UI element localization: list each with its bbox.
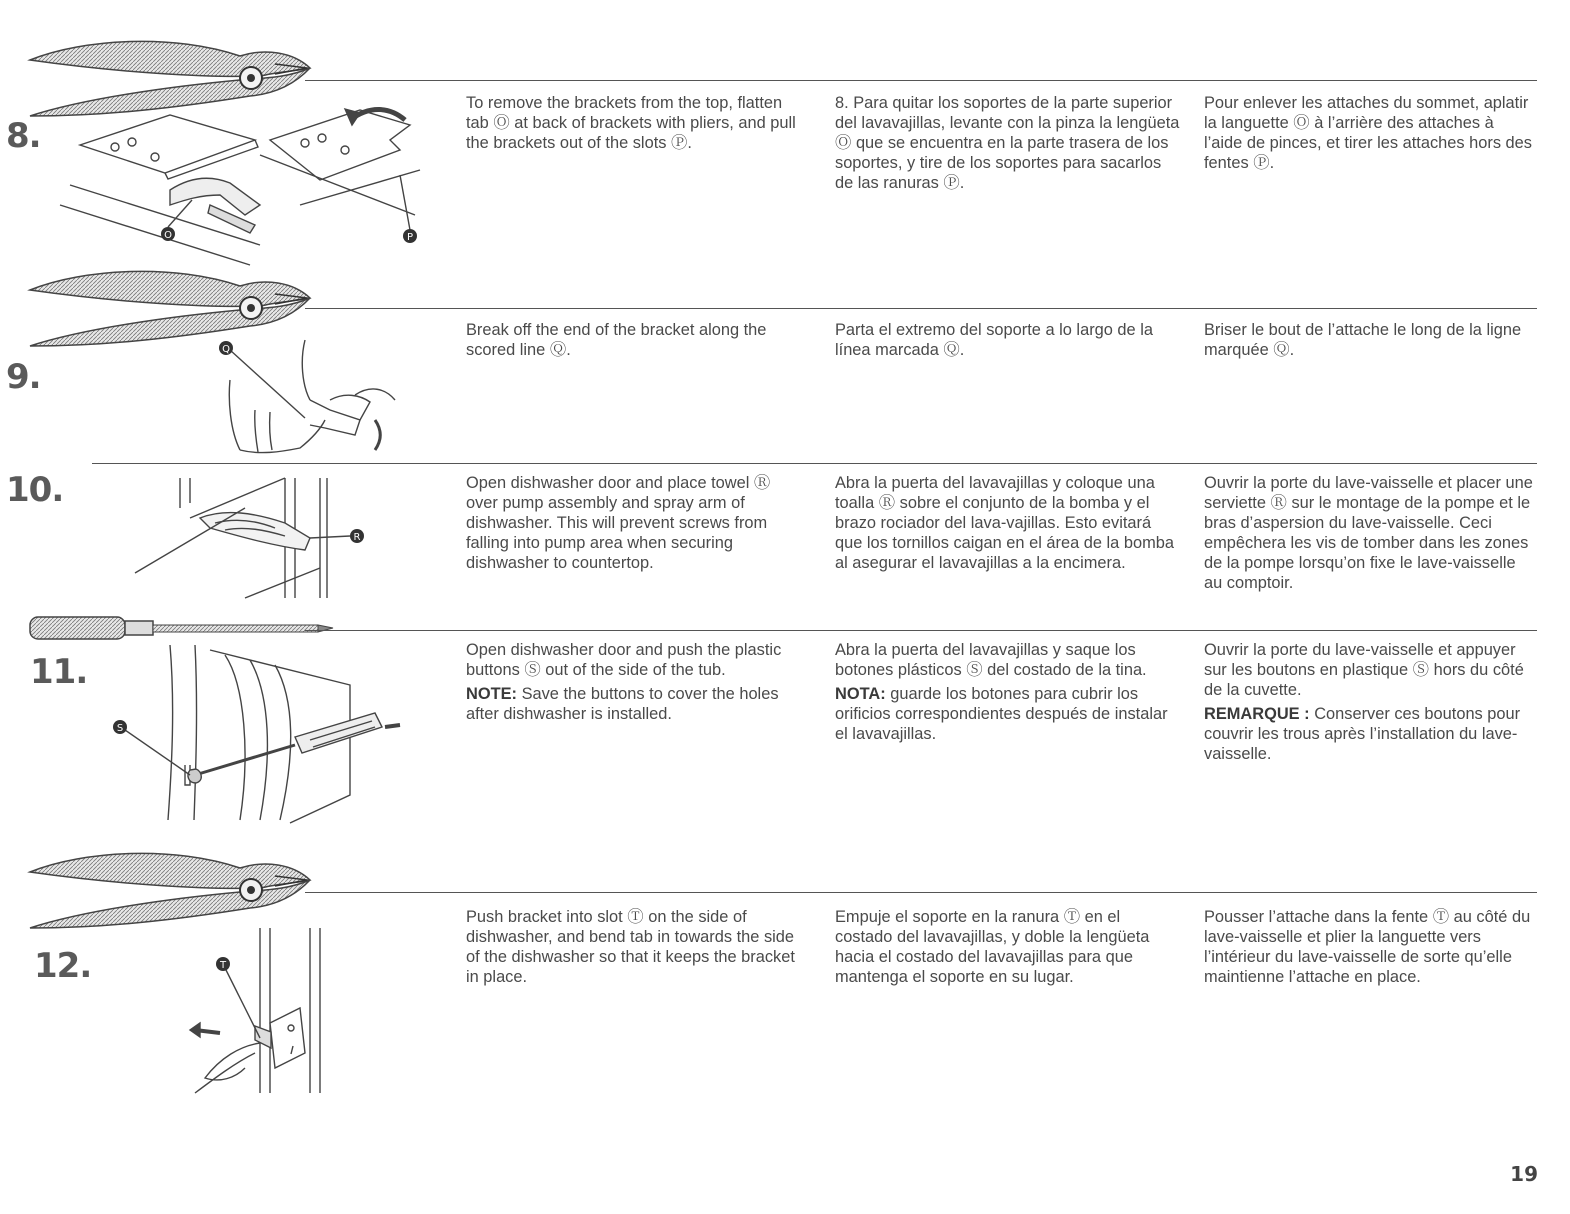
french-text: Ouvrir la porte du lave-vaisselle et appuyer sur les boutons en plastique Ⓢ hors du côté de la cuvette. REMARQUE : Conserver ces boutons pour couvrir les trous après l’installation du lave-vaisselle.: [1204, 641, 1524, 763]
step-divider: [305, 892, 1537, 893]
bracket-removal-illustration: [60, 95, 430, 255]
svg-text:Q: Q: [222, 344, 230, 355]
remove-buttons-illustration: [110, 645, 410, 823]
pliers-icon: [25, 268, 315, 350]
step-number: 8.: [6, 116, 41, 156]
note-label: REMARQUE :: [1204, 705, 1310, 723]
svg-text:R: R: [353, 532, 361, 543]
pliers-icon: [25, 850, 315, 932]
step-number: 10.: [6, 470, 64, 510]
spanish-text: 8. Para quitar los soportes de la parte superior del lavavajillas, levante con la pinza la lengüeta Ⓞ que se encuentra en la parte trasera de los soportes, y tire de los soportes para sacarlos de las ranuras Ⓟ.: [835, 94, 1180, 192]
spanish-text: Abra la puerta del lavavajillas y saque los botones plásticos Ⓢ del costado de la tina. NOTA: guarde los botones para cubrir los orificios correspondientes después de instalar el lavavajillas.: [835, 641, 1168, 743]
french-text: Ouvrir la porte du lave-vaisselle et placer une serviette Ⓡ sur le montage de la pompe et le bras d’aspersion du lave-vaisselle. Ceci empêchera les vis de tomber dans les zones de la pompe lorsqu’on fixe le lave-vaisselle au comptoir.: [1204, 474, 1533, 592]
insert-bracket-illustration: [175, 928, 335, 1098]
spanish-text: Abra la puerta del lavavajillas y coloque una toalla Ⓡ sobre el conjunto de la bomba y el brazo rociador del lava-vajillas. Esto evitará que los tornillos caigan en el área de la bomba al asegurar el lavavajillas a la encimera.: [835, 474, 1174, 572]
step-divider: [92, 463, 1537, 464]
spanish-text: Empuje el soporte en la ranura Ⓣ en el costado del lavavajillas, y doble la lengüeta hacia el costado del lavavajillas para que mantenga el soporte en su lugar.: [835, 908, 1150, 986]
step-number: 9.: [6, 357, 41, 397]
english-text: Open dishwasher door and place towel Ⓡ over pump assembly and spray arm of dishwasher. This will prevent screws from falling into pump area when securing dishwasher to countertop.: [466, 474, 771, 572]
french-text: Pousser l’attache dans la fente Ⓣ au côté du lave-vaisselle et plier la languette vers l’intérieur du lave-vaisselle de sorte qu’elle maintienne l’attache en place.: [1204, 908, 1531, 986]
svg-text:O: O: [164, 230, 172, 241]
spanish-text: Parta el extremo del soporte a lo largo de la línea marcada Ⓠ.: [835, 321, 1153, 359]
svg-text:T: T: [219, 960, 227, 971]
english-text: To remove the brackets from the top, flatten tab Ⓞ at back of brackets with pliers, and pull the brackets out of the slots Ⓟ.: [466, 94, 796, 152]
page-number: 19: [1510, 1162, 1538, 1186]
step-number: 12.: [34, 946, 92, 986]
step-divider: [305, 308, 1537, 309]
step-divider: [305, 80, 1537, 81]
towel-placement-illustration: [135, 478, 375, 598]
svg-text:S: S: [116, 723, 124, 734]
note-text: Save the buttons to cover the holes after dishwasher is installed.: [466, 685, 779, 723]
note-text: guarde los botones para cubrir los orificios correspondientes después de instalar el lavavajillas.: [835, 685, 1168, 743]
svg-text:P: P: [406, 232, 414, 243]
step-divider: [305, 630, 1537, 631]
english-text: Push bracket into slot Ⓣ on the side of dishwasher, and bend tab in towards the side of the dishwasher so that it keeps the bracket in place.: [466, 908, 795, 986]
french-text: Briser le bout de l’attache le long de la ligne marquée Ⓠ.: [1204, 321, 1522, 359]
english-text: Open dishwasher door and push the plastic buttons Ⓢ out of the side of the tub. NOTE: Save the buttons to cover the holes after dishwasher is installed.: [466, 641, 782, 723]
english-text: Break off the end of the bracket along the scored line Ⓠ.: [466, 321, 767, 359]
break-bracket-illustration: [210, 340, 400, 462]
screwdriver-icon: [28, 611, 333, 645]
note-label: NOTA:: [835, 685, 886, 703]
step-number: 11.: [30, 652, 88, 692]
note-label: NOTE:: [466, 685, 517, 703]
note-text: Conserver ces boutons pour couvrir les trous après l’installation du lave-vaisselle.: [1204, 705, 1521, 763]
french-text: Pour enlever les attaches du sommet, aplatir la languette Ⓞ à l’arrière des attaches à l’aide de pinces, et tirer les attaches hors des fentes Ⓟ.: [1204, 94, 1532, 172]
